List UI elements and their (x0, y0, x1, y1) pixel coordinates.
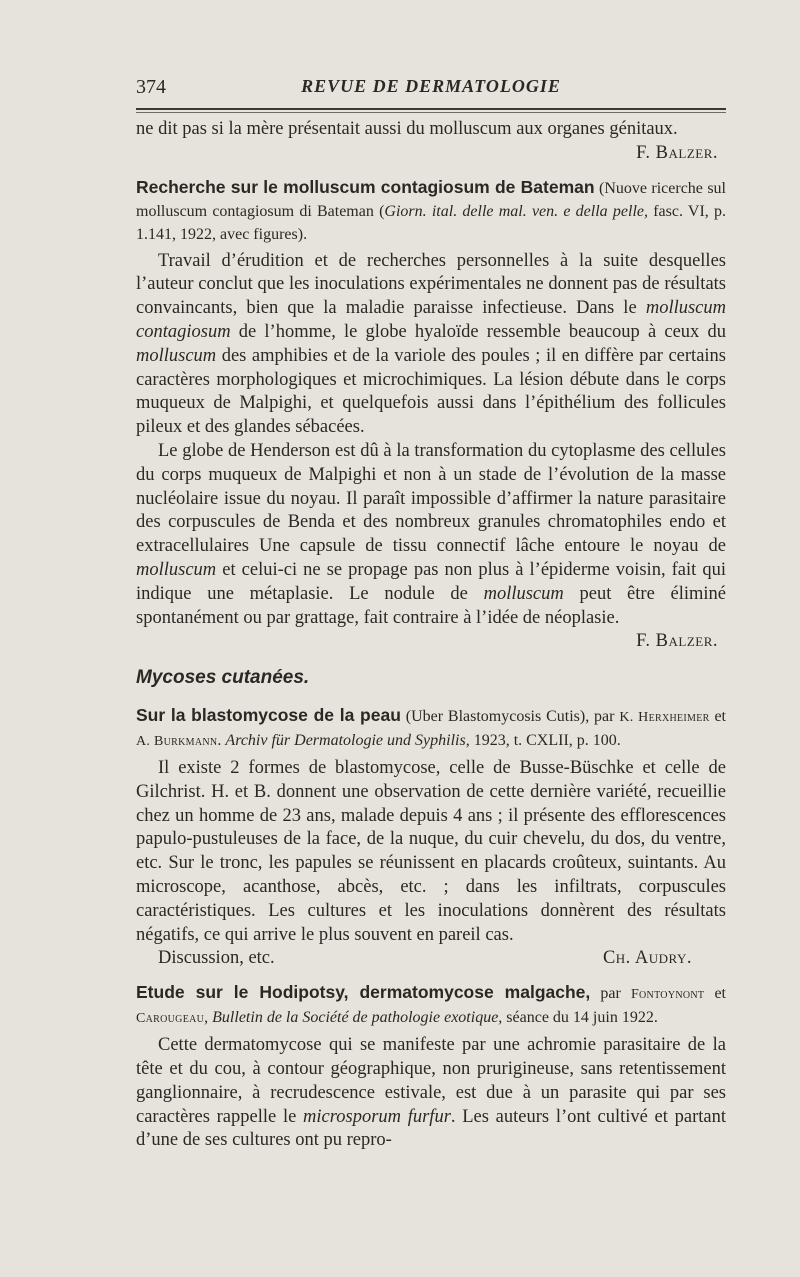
article3-ref-mid: , (204, 1009, 213, 1027)
article1-title: Recherche sur le molluscum contagiosum de Bateman (136, 176, 595, 197)
article3-ref-journal: Bulletin de la Société de pathologie exotique, (212, 1009, 503, 1027)
article1-p2-text-a: Le globe de Henderson est dû à la transformation du cytoplasme des cellules du corps muqueux de Malpighi et non à un stade de l’évolution de la masse nucléolaire issue du noyau. Il paraît impossible d’affirmer la nature parasitaire des corpuscules de Benda et des nombreux granules chromatophiles endo et extracellulaires Une capsule de tissu connectif lâche entoure le noyau de (136, 440, 726, 557)
article2-closing-line (136, 947, 726, 971)
article3-title: Etude sur le Hodipotsy, dermatomycose malgache, (136, 982, 591, 1003)
article2-and: et (709, 707, 727, 725)
article1-p1-text-a: Travail d’érudition et de recherches personnelles à la suite desquelles l’auteur conclut que les inoculations expérimentales ne donnent pas de résultats convaincants, bien que la maladie paraisse infectieuse. Dans le (136, 250, 726, 319)
article2-ref-journal: Archiv für Dermatologie und Syphilis, (225, 731, 470, 749)
article2-author-1: K. Herxheimer (619, 709, 710, 725)
journal-title: REVUE DE DERMATOLOGIE (301, 76, 561, 96)
article3-ref-post: séance du 14 juin 1922. (502, 1009, 658, 1027)
article1-paragraph-1 (136, 250, 726, 440)
page-number: 374 (136, 76, 166, 98)
article2-paragraph-2: Discussion, etc. (158, 948, 275, 969)
article3-author-2: Carougeau (136, 1011, 205, 1027)
article1-p2-text-c: peut être éliminé spontanément ou par grattage, fait contraire à l’idée de néoplasie. (136, 583, 726, 628)
article1-p1-term-1: molluscum contagiosum (136, 298, 726, 342)
article1-ref-journal: Giorn. ital. delle mal. ven. e della pelle, (384, 202, 648, 220)
body-text (136, 118, 726, 1153)
article1-ref-post: fasc. VI, p. 1.141, 1922, avec figures). (136, 202, 727, 243)
article1-p1-text-c: des amphibies et de la variole des poules ; il en diffère par certains caractères morphologiques et microchimiques. La lésion débute dans le corps muqueux de Malpighi, et quelquefois aussi dans l’épithélium des follicules pileux et des glandes sébacées. (136, 345, 726, 438)
article3-p1-term: microsporum furfur (303, 1106, 451, 1127)
article1-p2-term-2: molluscum (483, 583, 564, 604)
header-rule (136, 108, 726, 110)
intro-signature: F. Balzer. (636, 142, 718, 163)
running-head (136, 74, 726, 100)
header-rule-thin (136, 112, 726, 113)
intro-paragraph: ne dit pas si la mère présentait aussi du molluscum aux organes génitaux. (136, 119, 678, 139)
article1-heading (136, 176, 726, 246)
article3-author-1: Fontoynont (630, 987, 705, 1003)
article1-p1-text-b: de l’homme, le globe hyaloïde ressemble beaucoup à ceux du (230, 321, 726, 342)
article3-p1-text-b: . Les auteurs l’ont cultivé et partant d’une de ses cultures ont pu repro- (136, 1106, 726, 1151)
article1-p2-text-b: et celui-ci ne se propage pas non plus à l’épiderme voisin, fait qui indique une métaplasie. Le nodule de (136, 559, 726, 604)
article1-ref-pre: (Nuove ricerche sul molluscum contagiosum di Bateman ( (136, 179, 726, 220)
article1-p2-term-1: molluscum (136, 559, 217, 580)
section-heading: Mycoses cutanées. (136, 667, 310, 689)
article1-signature: F. Balzer. (636, 631, 718, 652)
article1-paragraph-2 (136, 440, 726, 630)
article2-author-2: A. Burkmann (136, 733, 218, 749)
article2-signature: Ch. Audry. (602, 948, 692, 969)
article1-p1-term-2: molluscum (136, 345, 217, 366)
article2-heading (136, 704, 726, 753)
article3-ref-pre: par (590, 985, 631, 1003)
article2-title: Sur la blastomycose de la peau (136, 704, 401, 725)
article3-paragraph-1 (136, 1034, 726, 1153)
article2-paragraph-1: Il existe 2 formes de blastomycose, celle de Busse-Büschke et celle de Gilchrist. H. et B. donnent une observation de cette dernière variété, recueillie chez un homme de 23 ans, malade depuis 4 ans ; il présente des efflorescences papulo-pustuleuses de la face, de la nuque, du cuir chevelu, du dos, du ventre, etc. Sur le tronc, les papules se réunissent en placards croûteux, suintants. Au microscope, acanthose, abcès, etc. ; dans les infiltrats, corpuscules caractéristiques. Les cultures et les inoculations donnèrent des résultats négatifs, ce qui arrive le plus souvent en pareil cas. (136, 757, 726, 945)
article2-ref-pre: (Uber Blastomycosis Cutis), par (400, 707, 620, 725)
article3-heading (136, 981, 726, 1030)
article2-ref-post: 1923, t. CXLII, p. 100. (469, 731, 621, 749)
article3-p1-text-a: Cette dermatomycose qui se manifeste par une achromie parasitaire de la tête et du cou, à contour géographique, non prurigineuse, sans retentissement ganglionnaire, à recrudescence estivale, est due à un parasite qui par ses caractères rappelle le (136, 1035, 726, 1127)
article2-ref-mid: . (217, 731, 226, 749)
article3-and: et (704, 985, 726, 1003)
